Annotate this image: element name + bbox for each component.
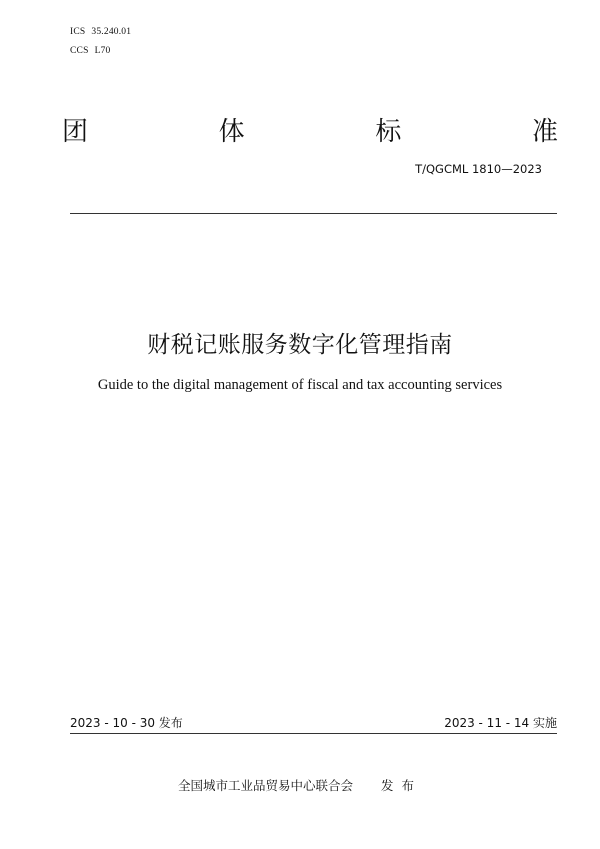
publish-date: 2023 - 10 - 30 发布	[70, 716, 183, 730]
ccs-classification	[70, 46, 110, 56]
publisher-action: 发布	[381, 778, 423, 793]
doc-type-char-3: 标	[375, 117, 402, 147]
doc-type-char-1: 团	[62, 117, 89, 147]
ccs-label: CCS	[70, 46, 89, 56]
ccs-value: L70	[94, 46, 111, 56]
ics-label: ICS	[70, 27, 86, 37]
document-type-heading	[62, 112, 558, 152]
ics-classification	[70, 27, 131, 37]
implement-date: 2023 - 11 - 14 实施	[444, 716, 557, 730]
ics-value: 35.240.01	[91, 27, 132, 37]
publisher-line	[0, 776, 600, 794]
title-english: Guide to the digital management of fiscal and tax accounting services	[97, 377, 503, 393]
doc-type-char-2: 体	[218, 117, 245, 147]
bottom-divider	[70, 733, 557, 734]
top-divider	[70, 213, 557, 214]
publisher-name: 全国城市工业品贸易中心联合会	[177, 778, 353, 793]
title-chinese: 财税记账服务数字化管理指南	[147, 332, 453, 358]
doc-type-char-4: 准	[531, 117, 558, 147]
standard-number: T/QGCML 1810—2023	[415, 162, 542, 176]
